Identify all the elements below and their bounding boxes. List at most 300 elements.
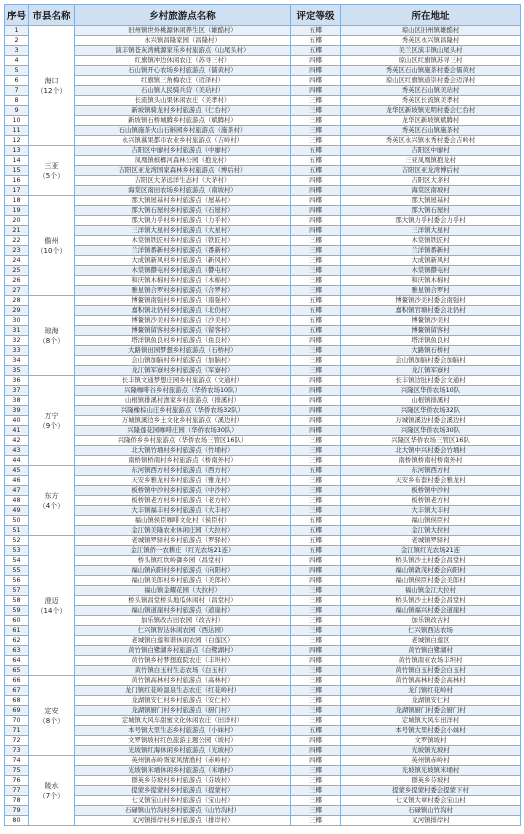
table-row [5, 396, 521, 406]
row-number: 47 [5, 486, 29, 496]
grade: 三椰 [291, 486, 341, 496]
site-name: 那大镇屋基村乡村旅游点（屋基村） [75, 196, 291, 206]
table-row [5, 566, 521, 576]
table-row [5, 216, 521, 226]
address: 吉阳区大茅村 [341, 176, 521, 186]
row-number: 40 [5, 416, 29, 426]
site-name: 博鳌镇沙美村乡村旅游点（沙美村） [75, 316, 291, 326]
row-number: 50 [5, 516, 29, 526]
address: 光坡镇光坡村 [341, 746, 521, 756]
grade: 三椰 [291, 256, 341, 266]
table-row [5, 586, 521, 596]
address: 桥头镇沙土村委会昌堂村 [341, 596, 521, 606]
grade: 四椰 [291, 336, 341, 346]
table-row [5, 626, 521, 636]
site-name: 吉阳区亚龙湾国家森林乡村旅游点（博后村） [75, 166, 291, 176]
site-name: 长丰镇文通梦想庄园乡村旅游点（文通村） [75, 376, 291, 386]
document [4, 4, 520, 826]
address: 琼山区旧州镇雄酷村 [341, 26, 521, 36]
table-row [5, 696, 521, 706]
address: 七叉镇大章村委会宝山村 [341, 796, 521, 806]
table-row [5, 596, 521, 606]
grade: 三椰 [291, 366, 341, 376]
address: 海棠区南坡村 [341, 186, 521, 196]
table-row [5, 256, 521, 266]
table-row [5, 146, 521, 156]
site-name: 博鳌镇留客村乡村旅游点（留客村） [75, 326, 291, 336]
row-number: 73 [5, 746, 29, 756]
site-name: 仁兴镇智达休闲农园（西达园） [75, 626, 291, 636]
grade: 四椰 [291, 646, 341, 656]
region-cell [29, 756, 75, 826]
site-name: 福山镇道崖村乡村旅游点（道崖村） [75, 606, 291, 616]
region-name: 定安 [44, 706, 59, 715]
site-name: 永兴镇昌隆家园（昌隆村） [75, 36, 291, 46]
site-name: 凤凰镇槟榔河森林公园（抱龙村） [75, 156, 291, 166]
table-row [5, 526, 521, 536]
region-name: 万宁 [44, 411, 59, 420]
site-name: 金江镇侨一农耕庄（红光农场21连） [75, 546, 291, 556]
table-row [5, 556, 521, 566]
row-number: 65 [5, 666, 29, 676]
region-cell [29, 196, 75, 296]
grade: 四椰 [291, 736, 341, 746]
table-row [5, 676, 521, 686]
row-number: 45 [5, 466, 29, 476]
address: 兴隆区华侨农场三管区16队 [341, 436, 521, 446]
grade: 三椰 [291, 686, 341, 696]
grade: 五椰 [291, 726, 341, 736]
address: 定城镇大风车田洋村 [341, 716, 521, 726]
grade: 三椰 [291, 666, 341, 676]
row-number: 17 [5, 186, 29, 196]
site-name: 嘉积镇北仍村乡村旅游点（北仍村） [75, 306, 291, 316]
region-name: 海口 [44, 76, 59, 85]
row-number: 33 [5, 346, 29, 356]
address: 塔洋镇鱼良村 [341, 336, 521, 346]
site-name: 新坡镇骑龙村乡村旅游点（仁台村） [75, 106, 291, 116]
site-name: 老城镇罗驿村乡村旅游点（罗驿村） [75, 536, 291, 546]
region-name: 儋州 [44, 236, 59, 245]
grade: 三椰 [291, 276, 341, 286]
table-row [5, 346, 521, 356]
grade: 四椰 [291, 756, 341, 766]
site-name: 加乐镇改古田农园（改古村） [75, 616, 291, 626]
table-row [5, 806, 521, 816]
grade: 五椰 [291, 536, 341, 546]
grade: 四椰 [291, 746, 341, 756]
site-name: 会山镇加脑村乡村旅游点（加脑村） [75, 356, 291, 366]
grade: 四椰 [291, 206, 341, 216]
grade: 三椰 [291, 696, 341, 706]
address: 兴隆区华侨农场32队 [341, 406, 521, 416]
row-number: 27 [5, 286, 29, 296]
row-number: 52 [5, 536, 29, 546]
grade: 三椰 [291, 246, 341, 256]
site-name: 大丰镇福丰村乡村旅游点（大丰村） [75, 506, 291, 516]
table-row [5, 286, 521, 296]
grade: 三椰 [291, 806, 341, 816]
row-number: 39 [5, 406, 29, 416]
grade: 三椰 [291, 626, 341, 636]
address: 秀英区石山镇美玷村 [341, 86, 521, 96]
row-number: 42 [5, 436, 29, 446]
grade: 五椰 [291, 156, 341, 166]
table-row [5, 606, 521, 616]
address: 会山镇加脑村委会加脑村 [341, 356, 521, 366]
row-number: 44 [5, 456, 29, 466]
address: 博鳌镇沙美村委会南强村 [341, 296, 521, 306]
table-row [5, 726, 521, 736]
address: 长丰镇边肚村委会文通村 [341, 376, 521, 386]
row-number: 32 [5, 336, 29, 346]
row-number: 75 [5, 766, 29, 776]
site-name: 山根镇排溪村渔家乡村旅游点（排溪村） [75, 396, 291, 406]
address: 福山镇侯臣村 [341, 516, 521, 526]
site-name: 兴隆橡棕山庄乡村旅游点（华侨农场32队） [75, 406, 291, 416]
address: 黄竹镇南亚农场丰坦村 [341, 656, 521, 666]
row-number: 56 [5, 576, 29, 586]
row-number: 63 [5, 646, 29, 656]
grade: 四椰 [291, 56, 341, 66]
table-row [5, 736, 521, 746]
row-number: 62 [5, 636, 29, 646]
row-number: 72 [5, 736, 29, 746]
table-row [5, 536, 521, 546]
address: 提蒙乡提蒙村委会提蒙下村 [341, 786, 521, 796]
row-number: 79 [5, 806, 29, 816]
address: 美兰区演丰镇山尾头村 [341, 46, 521, 56]
address: 秀英区永兴镇永秀村委会吉岭村 [341, 136, 521, 146]
row-number: 16 [5, 176, 29, 186]
grade: 四椰 [291, 576, 341, 586]
site-name: 塔洋镇鱼良村乡村旅游点（鱼良村） [75, 336, 291, 346]
header-no: 序号 [5, 5, 29, 26]
row-number: 11 [5, 126, 29, 136]
table-row [5, 666, 521, 676]
address: 金江镇大拉村 [341, 526, 521, 536]
row-number: 14 [5, 156, 29, 166]
site-name: 石山镇开心农场乡村旅游点（儒黄村） [75, 66, 291, 76]
table-row [5, 706, 521, 716]
grade: 三椰 [291, 456, 341, 466]
address: 秀英区石山镇施茶村 [341, 126, 521, 136]
address: 龙华区新坡镇斌腾村 [341, 116, 521, 126]
address: 博鳌镇沙美村 [341, 316, 521, 326]
row-number: 51 [5, 526, 29, 536]
address: 大路镇石桥村 [341, 346, 521, 356]
row-number: 15 [5, 166, 29, 176]
row-number: 1 [5, 26, 29, 36]
site-name: 龙门镇红花岭温泉生态农庄（红花岭村） [75, 686, 291, 696]
address: 三洋镇大星村 [341, 226, 521, 236]
row-number: 9 [5, 106, 29, 116]
table-row [5, 786, 521, 796]
row-number: 8 [5, 96, 29, 106]
grade: 四椰 [291, 416, 341, 426]
row-number: 48 [5, 496, 29, 506]
site-name: 群英乡芬坡村乡村旅游点（芬坡村） [75, 776, 291, 786]
site-name: 石山镇人民骑兵营（美玷村） [75, 86, 291, 96]
row-number: 25 [5, 266, 29, 276]
grade: 三椰 [291, 586, 341, 596]
row-number: 69 [5, 706, 29, 716]
site-name: 龙湖镇厨门村乡村旅游点（厨门村） [75, 706, 291, 716]
address: 龙江镇军寮村 [341, 366, 521, 376]
row-number: 22 [5, 236, 29, 246]
table-row [5, 86, 521, 96]
table-row [5, 176, 521, 186]
table-row [5, 76, 521, 86]
site-name: 海棠区南田农场乡村旅游点（南坡村） [75, 186, 291, 196]
region-cell [29, 146, 75, 196]
header-region: 市县名称 [29, 5, 75, 26]
table-body [5, 26, 521, 826]
address: 龙湖镇安仁村 [341, 696, 521, 706]
grade: 三椰 [291, 496, 341, 506]
row-number: 35 [5, 366, 29, 376]
grade: 五椰 [291, 516, 341, 526]
row-number: 23 [5, 246, 29, 256]
table-row [5, 236, 521, 246]
header-site-name: 乡村旅游点名称 [75, 5, 291, 26]
row-number: 74 [5, 756, 29, 766]
site-name: 福山镇美郎村乡村旅游点（美郎村） [75, 576, 291, 586]
grade: 四椰 [291, 226, 341, 236]
site-name: 福山镇金耀花园（大拉村） [75, 586, 291, 596]
address: 兴隆区华侨农场30队 [341, 426, 521, 436]
grade: 五椰 [291, 316, 341, 326]
site-name: 定城镇大风车甜蜜文化休闲农庄（田洋村） [75, 716, 291, 726]
table-row [5, 366, 521, 376]
address: 吉阳区亚龙湾博后村 [341, 166, 521, 176]
address: 秀英区永兴镇昌隆村 [341, 36, 521, 46]
site-name: 吉阳区大茅远洋生态村（大茅村） [75, 176, 291, 186]
row-number: 21 [5, 226, 29, 236]
address: 龙湖镇厨门村委会厨门村 [341, 706, 521, 716]
row-number: 26 [5, 276, 29, 286]
grade: 五椰 [291, 306, 341, 316]
address: 光坡镇光坡镇米埇村 [341, 766, 521, 776]
grade: 五椰 [291, 36, 341, 46]
address: 桥头镇沙土村委会昌堂村 [341, 556, 521, 566]
table-row [5, 56, 521, 66]
table-row [5, 26, 521, 36]
table-row [5, 416, 521, 426]
row-number: 20 [5, 216, 29, 226]
region-cell [29, 376, 75, 466]
address: 琼山区红旗镇苏寻三村 [341, 56, 521, 66]
site-name: 石碌镇山竹沟村乡村旅游点（山竹沟村） [75, 806, 291, 816]
grade: 四椰 [291, 86, 341, 96]
region-count: （10个） [36, 246, 67, 255]
address: 板桥镇老方村 [341, 496, 521, 506]
row-number: 5 [5, 66, 29, 76]
grade: 三椰 [291, 476, 341, 486]
row-number: 61 [5, 626, 29, 636]
row-number: 77 [5, 786, 29, 796]
table-row [5, 356, 521, 366]
region-cell [29, 536, 75, 676]
address: 文罗镇坡村 [341, 736, 521, 746]
address: 福山镇金江大拉村 [341, 586, 521, 596]
grade: 五椰 [291, 526, 341, 536]
grade: 三椰 [291, 596, 341, 606]
grade: 四椰 [291, 216, 341, 226]
region-count: （12个） [36, 86, 67, 95]
grade: 三椰 [291, 356, 341, 366]
site-name: 木棠镇欎屯村乡村旅游点（欎屯村） [75, 266, 291, 276]
site-name: 福山镇向阳村乡村旅游点（向阳村） [75, 566, 291, 576]
site-name: 东河镇西方村乡村旅游点（西方村） [75, 466, 291, 476]
row-number: 4 [5, 56, 29, 66]
table-row [5, 766, 521, 776]
table-row [5, 746, 521, 756]
site-name: 黄竹镇乡村梦想庭院农庄（丰坦村） [75, 656, 291, 666]
grade: 三椰 [291, 236, 341, 246]
grade: 三椰 [291, 616, 341, 626]
row-number: 58 [5, 596, 29, 606]
row-number: 3 [5, 46, 29, 56]
table-row [5, 156, 521, 166]
grade: 三椰 [291, 116, 341, 126]
row-number: 34 [5, 356, 29, 366]
grade: 三椰 [291, 706, 341, 716]
row-number: 78 [5, 796, 29, 806]
site-name: 龙江镇军寮村乡村旅游点（军寮村） [75, 366, 291, 376]
address: 板桥镇中沙村 [341, 486, 521, 496]
site-name: 提蒙乡提蒙村乡村旅游点（提蒙村） [75, 786, 291, 796]
row-number: 28 [5, 296, 29, 306]
site-name: 三洋镇大星村乡村旅游点（大星村） [75, 226, 291, 236]
address: 琼山区红旗镇道崇村委会迈泽村 [341, 76, 521, 86]
grade: 五椰 [291, 296, 341, 306]
region-name: 琼海 [44, 326, 59, 335]
site-name: 兴隆莲花园咖啡庄园（华侨农场30队） [75, 426, 291, 436]
row-number: 6 [5, 76, 29, 86]
region-count: （8个） [38, 336, 65, 345]
header-grade: 评定等级 [291, 5, 341, 26]
address: 万城镇溪边村委会溪边村 [341, 416, 521, 426]
grade: 三椰 [291, 716, 341, 726]
address: 北大镇中兴村委会竹埇村 [341, 446, 521, 456]
address: 福山镇福兴村委会道崖村 [341, 606, 521, 616]
address: 秀英区长流镇美孝村 [341, 96, 521, 106]
region-name: 三亚 [44, 161, 59, 170]
grade: 三椰 [291, 816, 341, 826]
row-number: 10 [5, 116, 29, 126]
site-name: 龙湖镇安仁村乡村旅游点（安仁村） [75, 696, 291, 706]
site-name: 光坡镇米埇休闲乡村旅游点（米埇村） [75, 766, 291, 776]
region-count: （14个） [36, 606, 67, 615]
site-name: 旧州镇世外桃源休闲养生区（雄酷村） [75, 26, 291, 36]
table-row [5, 756, 521, 766]
grade: 四椰 [291, 396, 341, 406]
address: 金江镇红光农场21连 [341, 546, 521, 556]
address: 兰洋镇番新村 [341, 246, 521, 256]
grade: 四椰 [291, 66, 341, 76]
grade: 三椰 [291, 106, 341, 116]
grade: 四椰 [291, 186, 341, 196]
address: 天安乡布套村委会雅龙村 [341, 476, 521, 486]
site-name: 本号镇大里生态乡村旅游点（小妹村） [75, 726, 291, 736]
grade: 四椰 [291, 426, 341, 436]
address: 龙华区新坡镇光明村委会仁台村 [341, 106, 521, 116]
site-name: 那大镇力乎村乡村旅游点（力乎村） [75, 216, 291, 226]
table-row [5, 106, 521, 116]
grade: 四椰 [291, 376, 341, 386]
table-row [5, 476, 521, 486]
address: 雅星镇合罗村 [341, 286, 521, 296]
site-name: 桥头镇昌堂桥头地瓜休闲村（昌堂村） [75, 596, 291, 606]
grade: 四椰 [291, 386, 341, 396]
table-row [5, 96, 521, 106]
address: 木棠镇铁匠村 [341, 236, 521, 246]
table-row [5, 326, 521, 336]
region-name: 东方 [44, 491, 59, 500]
tourism-sites-table [4, 4, 521, 826]
address: 嘉积镇官塘村委会北仍村 [341, 306, 521, 316]
site-name: 吉阳区中廖村乡村旅游点（中廖村） [75, 146, 291, 156]
table-row [5, 576, 521, 586]
site-name: 老城镇白莲和谐休闲农园（白莲区） [75, 636, 291, 646]
row-number: 70 [5, 716, 29, 726]
address: 黄竹镇白鹭湖村 [341, 646, 521, 656]
row-number: 49 [5, 506, 29, 516]
region-name: 陵水 [44, 781, 59, 790]
address: 福山镇侯臣村委会美郎村 [341, 576, 521, 586]
site-name: 文罗镇坡村红色旅游主题公园（坡村） [75, 736, 291, 746]
row-number: 43 [5, 446, 29, 456]
table-row [5, 376, 521, 386]
grade: 四椰 [291, 406, 341, 416]
grade: 三椰 [291, 786, 341, 796]
address: 老城镇白莲区 [341, 636, 521, 646]
grade: 三椰 [291, 136, 341, 146]
table-row [5, 266, 521, 276]
site-name: 天安乡雅龙村乡村旅游点（雅龙村） [75, 476, 291, 486]
address: 叉河镇排岸村 [341, 816, 521, 826]
address: 兴隆区华侨农场10队 [341, 386, 521, 396]
table-row [5, 446, 521, 456]
table-row [5, 406, 521, 416]
table-row [5, 196, 521, 206]
table-row [5, 336, 521, 346]
region-count: （8个） [38, 716, 65, 725]
table-row [5, 686, 521, 696]
row-number: 41 [5, 426, 29, 436]
grade: 三椰 [291, 286, 341, 296]
grade: 五椰 [291, 146, 341, 156]
site-name: 木棠镇铁匠村乡村旅游点（铁匠村） [75, 236, 291, 246]
region-cell [29, 26, 75, 146]
address: 南桥镇桥南村桥南外村 [341, 456, 521, 466]
table-row [5, 636, 521, 646]
site-name: 长流镇头山果休闲农庄（美孝村） [75, 96, 291, 106]
address: 仁兴镇西达农场 [341, 626, 521, 636]
row-number: 2 [5, 36, 29, 46]
grade: 四椰 [291, 196, 341, 206]
site-name: 红旗镇三角梅农庄（迈泽村） [75, 76, 291, 86]
address: 龙门镇红花岭村 [341, 686, 521, 696]
address: 老城镇罗驿村 [341, 536, 521, 546]
address: 吉阳区中廖村 [341, 146, 521, 156]
row-number: 13 [5, 146, 29, 156]
site-name: 板桥镇中沙村乡村旅游点（中沙村） [75, 486, 291, 496]
grade: 四椰 [291, 176, 341, 186]
table-row [5, 36, 521, 46]
row-number: 71 [5, 726, 29, 736]
